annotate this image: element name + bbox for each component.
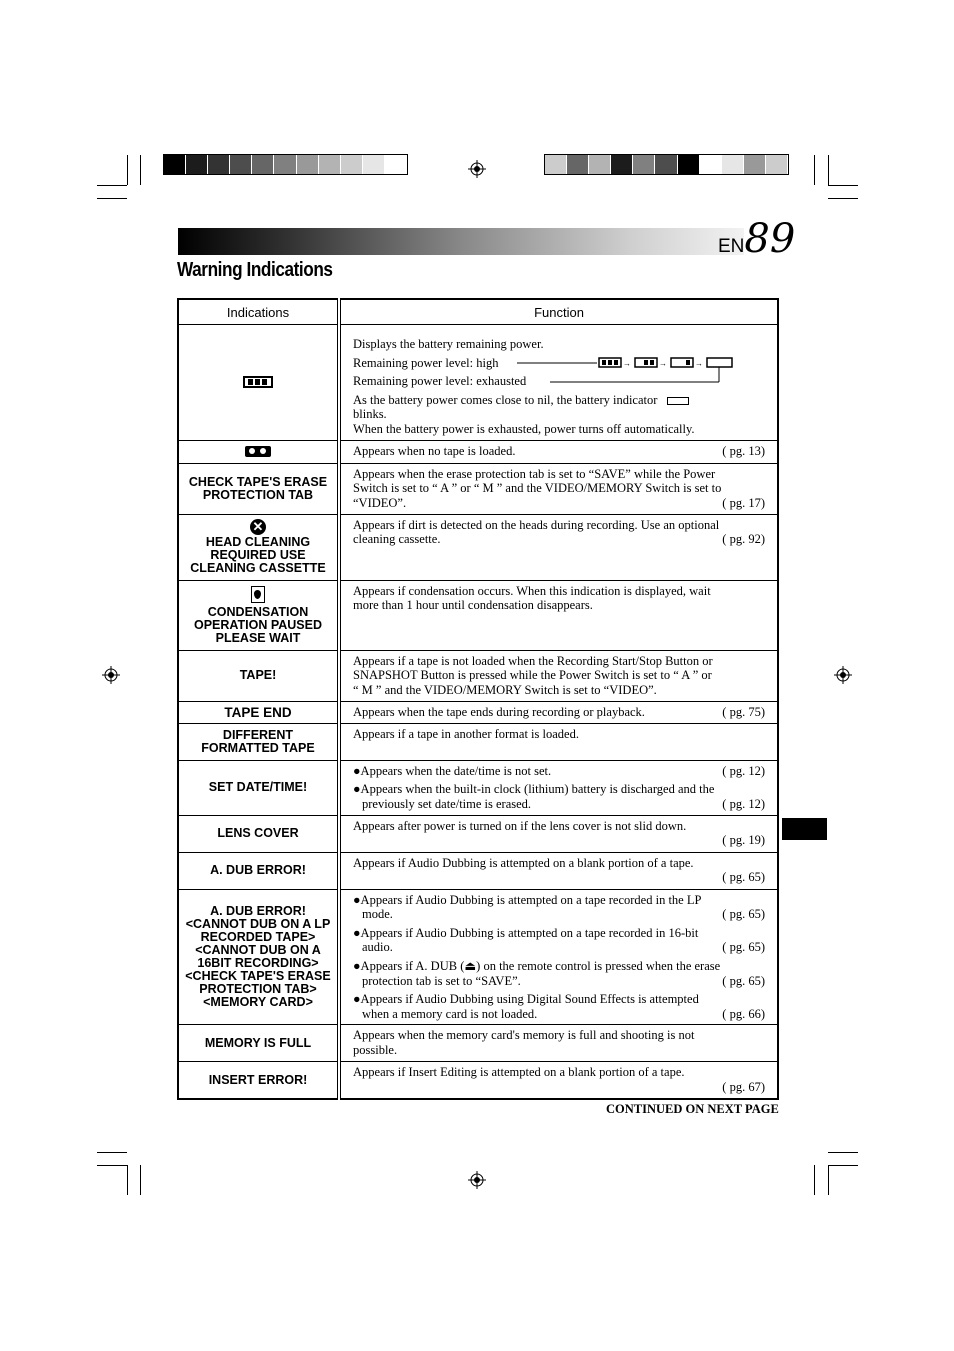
table-row: [178, 815, 778, 852]
dub-error-pg: ( pg. 65): [722, 870, 765, 885]
battery-desc-exhausted: Remaining power level: exhausted: [353, 374, 527, 389]
table-row: [178, 701, 778, 723]
no-tape-pg: ( pg. 13): [722, 444, 765, 459]
table-row: [178, 514, 778, 580]
tape-l3: “ M ” and the VIDEO/MEMORY Switch is set to “VIDEO”.: [353, 682, 657, 697]
insert-error-text: Appears if Insert Editing is attempted on a blank portion of a tape.: [353, 1065, 685, 1080]
battery-desc-high: Remaining power level: high: [353, 355, 499, 370]
erase-tab-l3: “VIDEO”.: [353, 495, 407, 510]
tape-end-indication: TAPE END: [178, 701, 339, 723]
page-prefix: EN: [718, 236, 745, 257]
head-cleaning-x-icon: ✕: [250, 519, 266, 535]
condensation-indication: CONDENSATION OPERATION PAUSED PLEASE WAIT: [193, 604, 323, 645]
page-number-value: 89: [744, 216, 796, 262]
battery-desc-off: When the battery power is exhausted, power turns off automatically.: [353, 421, 695, 436]
battery-desc-blinks: blinks.: [353, 407, 387, 422]
svg-text:→: →: [659, 358, 667, 368]
head-cleaning-pg: ( pg. 92): [722, 532, 765, 547]
erase-tab-l2: Switch is set to “ A ” or “ M ” and the VIDEO/MEMORY Switch is set to: [353, 481, 722, 496]
warning-table: [177, 298, 779, 1100]
table-row: [178, 440, 778, 463]
dub-detail-b1b: mode.: [362, 907, 393, 922]
table-header-row: [178, 299, 778, 325]
lens-cover-pg: ( pg. 19): [722, 833, 765, 848]
color-bar-left: [163, 154, 408, 175]
memory-full-l2: possible.: [353, 1042, 398, 1057]
page-title: Warning Indications: [177, 259, 333, 281]
erase-tab-l1: Appears when the erase protection tab is set to “SAVE” while the Power: [353, 466, 716, 481]
dub-detail-b1-pg: ( pg. 65): [722, 907, 765, 922]
condensation-l1: Appears if condensation occurs. When this indication is displayed, wait: [353, 583, 711, 598]
svg-text:→: →: [695, 358, 703, 368]
header-gradient-bar: [178, 228, 744, 255]
diff-format-text: Appears if a tape in another format is loaded.: [353, 726, 579, 741]
table-row: [178, 463, 778, 514]
tape-end-text: Appears when the tape ends during recording or playback.: [353, 704, 645, 719]
set-date-b2a: ●Appears when the built-in clock (lithium) battery is discharged and the: [353, 782, 715, 797]
cassette-icon: [245, 446, 271, 457]
table-row: [178, 650, 778, 701]
table-row: [178, 1062, 778, 1099]
dub-detail-b2-pg: ( pg. 65): [722, 940, 765, 955]
page-number: [718, 216, 795, 262]
dub-error-detail-indication: A. DUB ERROR! <CANNOT DUB ON A LP RECORDED TAPE> <CANNOT DUB ON A 16BIT RECORDING> <CHECK TAPE'S ERASE PROTECTION TAB> <MEMORY CARD>: [178, 889, 339, 1025]
table-row: [178, 325, 778, 441]
empty-battery-icon: [667, 397, 689, 405]
dub-detail-b3-pg: ( pg. 65): [722, 973, 765, 988]
set-date-b2-pg: ( pg. 12): [722, 796, 765, 811]
registration-mark-icon: [834, 666, 852, 684]
dub-detail-b4b: when a memory card is not loaded.: [362, 1006, 538, 1021]
section-tab: [782, 818, 827, 840]
erase-tab-indication: CHECK TAPE'S ERASE PROTECTION TAB: [178, 463, 339, 514]
set-date-b1-pg: ( pg. 12): [722, 763, 765, 778]
dub-detail-b2b: audio.: [362, 940, 393, 955]
tape-l2: SNAPSHOT Button is pressed while the Power Switch is set to “ A ” or: [353, 668, 712, 683]
battery-desc-1: Displays the battery remaining power.: [353, 337, 544, 351]
dub-detail-b4a: ●Appears if Audio Dubbing using Digital Sound Effects is attempted: [353, 992, 699, 1007]
insert-error-indication: INSERT ERROR!: [178, 1062, 339, 1099]
battery-level-sequence-icon: [515, 355, 735, 389]
head-cleaning-l1: Appears if dirt is detected on the heads during recording. Use an optional: [353, 517, 720, 532]
table-row: [178, 760, 778, 815]
set-date-indication: SET DATE/TIME!: [178, 760, 339, 815]
table-row: [178, 723, 778, 760]
registration-mark-icon: [468, 1171, 486, 1189]
diff-format-indication: DIFFERENT FORMATTED TAPE: [178, 723, 339, 760]
head-cleaning-l2: cleaning cassette.: [353, 532, 441, 547]
memory-full-indication: MEMORY IS FULL: [178, 1025, 339, 1062]
memory-full-l1: Appears when the memory card's memory is full and shooting is not: [353, 1028, 695, 1043]
dub-detail-b2a: ●Appears if Audio Dubbing is attempted on a tape recorded in 16-bit: [353, 925, 699, 940]
condensation-drop-icon: [251, 586, 265, 603]
head-cleaning-indication: HEAD CLEANING REQUIRED USE CLEANING CASSETTE: [190, 535, 326, 576]
header-function: Function: [339, 299, 778, 325]
dub-error-text: Appears if Audio Dubbing is attempted on a blank portion of a tape.: [353, 855, 694, 870]
table-row: [178, 1025, 778, 1062]
tape-l1: Appears if a tape is not loaded when the Recording Start/Stop Button or: [353, 653, 713, 668]
dub-detail-b1a: ●Appears if Audio Dubbing is attempted on a tape recorded in the LP: [353, 892, 702, 907]
svg-text:→: →: [623, 358, 631, 368]
table-row: [178, 889, 778, 1025]
continued-note: CONTINUED ON NEXT PAGE: [606, 1102, 779, 1116]
color-bar-right: [544, 154, 789, 175]
dub-detail-b3a: ●Appears if A. DUB (⏏) on the remote control is pressed when the erase: [353, 958, 721, 973]
table-row: [178, 580, 778, 650]
lens-cover-text: Appears after power is turned on if the lens cover is not slid down.: [353, 818, 687, 833]
battery-icon: [243, 376, 273, 388]
tape-indication: TAPE!: [178, 650, 339, 701]
dub-detail-b3b: protection tab is set to “SAVE”.: [362, 973, 521, 988]
no-tape-text: Appears when no tape is loaded.: [353, 444, 516, 459]
header-indications: Indications: [178, 299, 339, 325]
erase-tab-pg: ( pg. 17): [722, 495, 765, 510]
tape-end-pg: ( pg. 75): [722, 704, 765, 719]
set-date-b1: ●Appears when the date/time is not set.: [353, 763, 552, 778]
registration-mark-icon: [468, 160, 486, 178]
table-row: [178, 852, 778, 889]
registration-mark-icon: [102, 666, 120, 684]
dub-error-indication: A. DUB ERROR!: [178, 852, 339, 889]
insert-error-pg: ( pg. 67): [722, 1079, 765, 1094]
dub-detail-b4-pg: ( pg. 66): [722, 1006, 765, 1021]
battery-desc-nil: As the battery power comes close to nil, the battery indicator: [353, 392, 658, 407]
set-date-b2b: previously set date/time is erased.: [362, 796, 532, 811]
condensation-l2: more than 1 hour until condensation disappears.: [353, 598, 593, 613]
lens-cover-indication: LENS COVER: [178, 815, 339, 852]
